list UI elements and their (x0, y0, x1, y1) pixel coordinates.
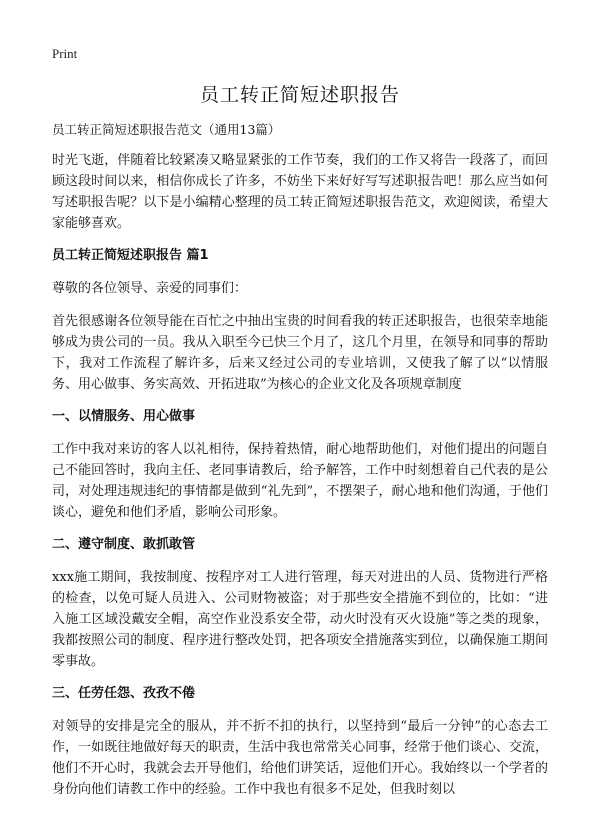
print-label: Print (52, 46, 78, 61)
section-heading: 二、遵守制度、敢抓敢管 (52, 537, 196, 552)
article-heading: 员工转正简短述职报告 篇1 (52, 248, 209, 263)
section-paragraph: 对领导的安排是完全的服从，并不折不扣的执行，以坚持到“最后一分钟”的心态去工作，一如既往地做好每天的职责，生活中我也常常关心同事，经常于他们谈心、交流，他们不开心时，我就会去开导他们，给他们讲笑话，逗他们开心。我始终以一个学者的身份向他们请教工作中的经验。工作中我也有很多不足处，但我时刻以 (52, 719, 548, 797)
section-heading: 一、以情服务、用心做事 (52, 409, 196, 424)
document-body (52, 120, 548, 800)
document-subtitle: 员工转正简短述职报告范文（通用13篇） (52, 122, 281, 137)
section-paragraph: xxx施工期间，我按制度、按程序对工人进行管理，每天对进出的人员、货物进行严格的检查，以免可疑人员进入、公司财物被盗；对于那些安全措施不到位的，比如：“进入施工区域没戴安全帽，高空作业没系安全带，动火时没有灭火设施”等之类的现象，我都按照公司的制度、程序进行整改处罚，把各项安全措施落实到位，以确保施工期间零事故。 (52, 570, 548, 669)
page-title: 员工转正简短述职报告 (199, 84, 400, 106)
intro-paragraph: 时光飞逝，伴随着比较紧凑又略显紧张的工作节奏，我们的工作又将告一段落了，而回顾这段时间以来，相信你成长了许多，不妨坐下来好好写写述职报告吧！那么应当如何写述职报告呢？以下是小编精心整理的员工转正简短述职报告范文，欢迎阅读，希望大家能够喜欢。 (52, 153, 548, 231)
opening-paragraph: 首先很感谢各位领导能在百忙之中抽出宝贵的时间看我的转正述职报告，也很荣幸地能够成为贵公司的一员。我从入职至今已快三个月了，这几个月里，在领导和同事的帮助下，我对工作流程了解许多，后来又经过公司的专业培训，又使我了解了以“以情服务、用心做事、务实高效、开拓进取”为核心的企业文化及各项规章制度 (52, 314, 548, 392)
section-heading: 三、任劳任怨、孜孜不倦 (52, 686, 196, 701)
section-paragraph: 工作中我对来访的客人以礼相待，保持着热情，耐心地帮助他们，对他们提出的问题自己不能回答时，我向主任、老同事请教后，给予解答，工作中时刻想着自己代表的是公司，对处理违规违纪的事情都是做到“礼先到”，不摆架子，耐心地和他们沟通，于他们谈心，避免和他们矛盾，影响公司形象。 (52, 442, 548, 520)
greeting-line: 尊敬的各位领导、亲爱的同事们： (52, 281, 248, 296)
